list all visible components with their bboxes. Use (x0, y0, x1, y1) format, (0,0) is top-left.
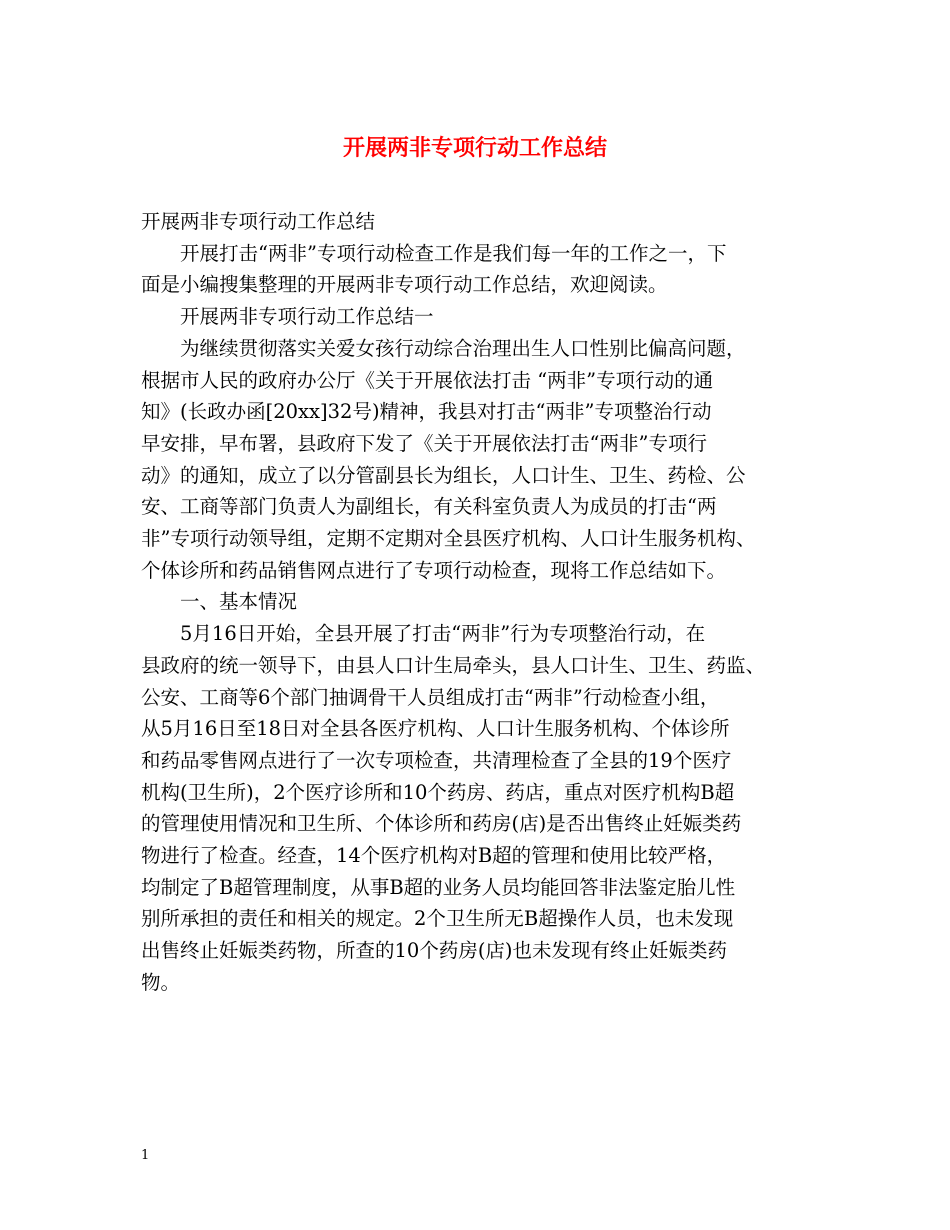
body-line: 的管理使用情况和卫生所、个体诊所和药房(店)是否出售终止妊娠类药 (141, 812, 742, 836)
document-title: 开展两非专项行动工作总结 (342, 135, 607, 161)
page-number: 1 (141, 1148, 150, 1163)
body-line: 开展打击“两非”专项行动检查工作是我们每一年的工作之一，下 (141, 241, 727, 265)
body-line: 非”专项行动领导组，定期不定期对全县医疗机构、人口计生服务机构、 (141, 527, 756, 551)
body-line: 物进行了检查。经查，14个医疗机构对B超的管理和使用比较严格， (141, 844, 727, 868)
body-line: 一、基本情况 (141, 590, 298, 614)
body-line: 和药品零售网点进行了一次专项检查，共清理检查了全县的19个医疗 (141, 748, 732, 772)
body-line: 安、工商等部门负责人为副组长，有关科室负责人为成员的打击“两 (141, 495, 717, 519)
body-line: 县政府的统一领导下，由县人口计生局牵头，县人口计生、卫生、药监、 (141, 653, 766, 677)
body-line: 个体诊所和药品销售网点进行了专项行动检查，现将工作总结如下。 (141, 558, 727, 582)
body-line: 开展两非专项行动工作总结 (141, 210, 376, 233)
body-line: 5月16日开始，全县开展了打击“两非”行为专项整治行动，在 (141, 622, 706, 646)
body-line: 别所承担的责任和相关的规定。2个卫生所无B超操作人员，也未发现 (141, 907, 734, 931)
body-line: 开展两非专项行动工作总结一 (141, 305, 434, 329)
body-line: 从5月16日至18日对全县各医疗机构、人口计生服务机构、个体诊所 (141, 717, 730, 741)
body-line: 出售终止妊娠类药物，所查的10个药房(店)也未发现有终止妊娠类药 (141, 939, 728, 963)
body-line: 为继续贯彻落实关爱女孩行动综合治理出生人口性别比偏高问题， (141, 336, 746, 360)
body-line: 早安排，早布署，县政府下发了《关于开展依法打击“两非”专项行 (141, 431, 707, 455)
body-line: 动》的通知，成立了以分管副县长为组长，人口计生、卫生、药检、公 (141, 463, 746, 487)
body-line: 均制定了B超管理制度，从事B超的业务人员均能回答非法鉴定胎儿性 (141, 875, 736, 899)
document-body (141, 206, 813, 999)
body-line: 公安、工商等6个部门抽调骨干人员组成打击“两非”行动检查小组， (141, 685, 720, 709)
body-line: 知》(长政办函[20xx]32号)精神，我县对打击“两非”专项整治行动 (141, 400, 712, 424)
body-line: 机构(卫生所)，2个医疗诊所和10个药房、药店，重点对医疗机构B超 (141, 780, 735, 804)
body-line: 根据市人民的政府办公厅《关于开展依法打击 “两非”专项行动的通 (141, 368, 714, 392)
body-line: 物。 (141, 970, 181, 994)
body-line: 面是小编搜集整理的开展两非专项行动工作总结，欢迎阅读。 (141, 273, 668, 297)
